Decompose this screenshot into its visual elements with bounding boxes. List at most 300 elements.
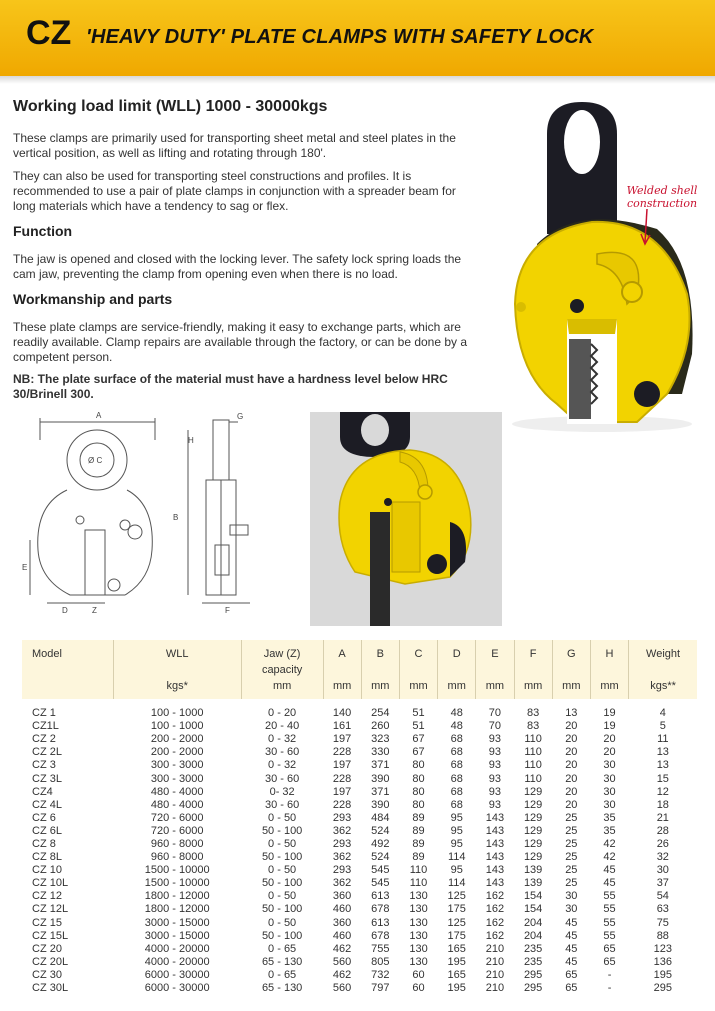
header-line: [438, 664, 475, 680]
table-cell: 0 - 50: [268, 864, 297, 877]
header-line: [32, 664, 113, 680]
table-cell: CZ 30L: [32, 982, 69, 995]
dim-label-b: B: [173, 513, 179, 522]
table-cell: 13: [656, 759, 669, 772]
table-cell: 95: [450, 864, 463, 877]
table-cell: 139: [523, 877, 543, 890]
header-line: Weight: [646, 648, 681, 660]
table-cell: 197: [332, 759, 352, 772]
table-cell: 1800 - 12000: [144, 903, 210, 916]
table-cell: 20: [603, 746, 616, 759]
table-cell: CZ 6: [32, 811, 56, 824]
table-cell: 5: [659, 720, 666, 733]
table-cell: 295: [523, 982, 543, 995]
table-cell: 4000 - 20000: [144, 942, 210, 955]
table-cell: 83: [526, 720, 540, 733]
table-cell: 25: [565, 837, 578, 850]
table-cell: 45: [565, 942, 578, 955]
table-cell: 19: [603, 707, 616, 720]
table-cell: 110: [524, 746, 542, 759]
table-header-cell: [323, 640, 361, 699]
table-row: [22, 838, 697, 851]
table-cell: 93: [488, 746, 502, 759]
table-cell: 143: [485, 864, 505, 877]
table-cell: 65 - 130: [261, 982, 303, 995]
table-cell: 480 - 4000: [150, 785, 204, 798]
table-cell: CZ 10: [32, 864, 62, 877]
table-cell: 154: [523, 903, 543, 916]
table-cell: 20: [565, 733, 578, 746]
table-cell: 30: [603, 772, 616, 785]
table-cell: 30: [603, 798, 616, 811]
table-cell: 20: [565, 759, 578, 772]
header-line: mm: [600, 680, 619, 692]
function-heading: Function: [13, 223, 73, 239]
table-cell: 65: [603, 955, 616, 968]
header-line: [553, 664, 590, 680]
table-cell: 93: [488, 759, 502, 772]
table-cell: 20: [565, 772, 578, 785]
header-line: [591, 664, 628, 680]
table-cell: 197: [332, 733, 352, 746]
table-cell: 11: [657, 733, 669, 746]
table-cell: CZ 10L: [32, 877, 69, 890]
table-cell: 13: [656, 746, 669, 759]
table-cell: 95: [450, 837, 463, 850]
table-cell: -: [607, 968, 612, 981]
table-cell: 95: [450, 824, 463, 837]
table-cell: 65: [565, 968, 578, 981]
table-cell: 300 - 3000: [150, 759, 204, 772]
table-row: [22, 699, 697, 720]
header-line: B: [376, 648, 384, 660]
table-cell: 20: [565, 746, 578, 759]
table-cell: 613: [371, 916, 390, 929]
table-cell: 732: [371, 968, 390, 981]
table-cell: 70: [488, 707, 502, 720]
table-cell: CZ 2L: [32, 746, 62, 759]
table-row: [22, 969, 697, 982]
table-cell: CZ 15L: [32, 929, 69, 942]
table-cell: 65: [565, 982, 578, 995]
table-row: [22, 786, 697, 799]
table-cell: 460: [332, 903, 352, 916]
table-cell: 175: [447, 929, 466, 942]
table-cell: 100 - 1000: [150, 720, 204, 733]
table-cell: 80: [412, 759, 425, 772]
table-cell: 89: [412, 811, 425, 824]
callout-line-1: Welded shell: [626, 184, 698, 197]
table-cell: 60: [412, 982, 425, 995]
table-cell: 45: [565, 955, 578, 968]
table-cell: 130: [409, 903, 428, 916]
table-cell: 114: [447, 877, 466, 890]
dim-label-a: A: [96, 411, 102, 420]
table-cell: 93: [488, 772, 502, 785]
specification-table: [22, 640, 697, 995]
table-cell: 30: [565, 903, 578, 916]
table-cell: 35: [603, 811, 616, 824]
table-cell: 89: [412, 824, 425, 837]
table-cell: 54: [656, 890, 669, 903]
dim-label-g: G: [237, 412, 244, 421]
table-cell: 524: [371, 851, 390, 864]
table-cell: 295: [523, 968, 543, 981]
dimension-drawing: [10, 410, 300, 625]
table-header-cell: [590, 640, 628, 699]
table-cell: 613: [371, 890, 390, 903]
table-cell: 80: [412, 772, 425, 785]
table-cell: CZ 3: [32, 759, 56, 772]
table-cell: 143: [485, 824, 505, 837]
table-cell: CZ 2: [32, 733, 56, 746]
welded-shell-callout: [612, 184, 712, 210]
table-cell: 0 - 20: [268, 707, 297, 720]
table-header-cell: [113, 640, 241, 699]
table-cell: CZ 12: [32, 890, 62, 903]
table-header-cell: [476, 640, 514, 699]
table-cell: 720 - 6000: [150, 824, 204, 837]
table-cell: 68: [450, 733, 463, 746]
table-cell: 330: [371, 746, 390, 759]
table-cell: CZ 8: [32, 837, 56, 850]
table-cell: 110: [409, 864, 428, 877]
table-cell: 1500 - 10000: [144, 864, 210, 877]
table-cell: 129: [523, 837, 543, 850]
table-cell: 560: [332, 955, 352, 968]
table-cell: 129: [523, 798, 543, 811]
table-row: [22, 772, 697, 785]
table-cell: 68: [450, 785, 463, 798]
table-cell: 140: [332, 707, 352, 720]
table-cell: 30: [656, 864, 669, 877]
table-cell: 162: [485, 929, 505, 942]
table-cell: 210: [485, 968, 505, 981]
table-cell: 110: [409, 877, 428, 890]
table-cell: 50 - 100: [261, 929, 303, 942]
table-cell: CZ 6L: [32, 824, 62, 837]
table-cell: 175: [447, 903, 466, 916]
table-cell: 50 - 100: [261, 824, 303, 837]
header-line: mm: [409, 680, 428, 692]
table-row: [22, 890, 697, 903]
page-banner: [0, 0, 715, 76]
table-cell: 136: [653, 955, 672, 968]
table-cell: 165: [447, 942, 466, 955]
header-line: mm: [371, 680, 390, 692]
table-row: [22, 956, 697, 969]
table-cell: 55: [603, 890, 616, 903]
table-cell: 6000 - 30000: [144, 968, 210, 981]
table-cell: 130: [409, 890, 428, 903]
table-cell: 4000 - 20000: [144, 955, 210, 968]
table-header-cell: [438, 640, 476, 699]
table-cell: 3000 - 15000: [144, 929, 210, 942]
table-cell: 0- 32: [269, 785, 295, 798]
table-cell: 293: [332, 811, 352, 824]
table-header-cell: [22, 640, 113, 699]
table-cell: 1800 - 12000: [144, 890, 210, 903]
table-cell: 45: [565, 916, 578, 929]
table-cell: 15: [656, 772, 669, 785]
callout-line-2: construction: [626, 197, 698, 210]
table-row: [22, 759, 697, 772]
header-line: [32, 680, 113, 696]
table-cell: 20: [565, 798, 578, 811]
table-cell: 50 - 100: [261, 877, 303, 890]
table-cell: 3000 - 15000: [144, 916, 210, 929]
table-row: [22, 982, 697, 995]
table-cell: 68: [450, 759, 463, 772]
table-cell: 25: [565, 877, 578, 890]
header-line: mm: [332, 680, 352, 692]
header-line: capacity: [261, 664, 303, 676]
table-cell: 143: [485, 877, 505, 890]
table-cell: 228: [332, 798, 352, 811]
table-cell: 26: [656, 837, 669, 850]
table-header-cell: [552, 640, 590, 699]
table-cell: 0 - 32: [268, 733, 297, 746]
header-line: mm: [562, 680, 581, 692]
table-cell: 323: [371, 733, 390, 746]
table-cell: CZ 4L: [32, 798, 62, 811]
table-cell: 35: [603, 824, 616, 837]
table-cell: 110: [524, 733, 542, 746]
table-cell: 360: [332, 916, 352, 929]
table-cell: 89: [412, 837, 425, 850]
table-cell: 20 - 40: [265, 720, 300, 733]
table-cell: 720 - 6000: [150, 811, 204, 824]
table-cell: 162: [485, 890, 505, 903]
table-cell: CZ4: [32, 785, 53, 798]
table-cell: 162: [485, 916, 505, 929]
table-cell: 492: [371, 837, 390, 850]
table-cell: 42: [603, 837, 616, 850]
table-cell: 60: [412, 968, 425, 981]
header-line: D: [452, 648, 461, 660]
table-cell: 129: [523, 851, 543, 864]
header-line: [400, 664, 437, 680]
table-cell: 20: [565, 785, 578, 798]
table-cell: 362: [332, 877, 352, 890]
dim-label-d: D: [62, 606, 68, 615]
table-cell: 462: [332, 942, 352, 955]
table-cell: 293: [332, 837, 352, 850]
table-cell: 19: [603, 720, 616, 733]
table-cell: 68: [450, 798, 463, 811]
table-cell: 45: [565, 929, 578, 942]
table-header-cell: [629, 640, 697, 699]
table-cell: 143: [485, 851, 505, 864]
table-cell: CZ 3L: [32, 772, 62, 785]
header-line: H: [605, 648, 614, 660]
table-cell: 371: [371, 785, 390, 798]
table-cell: 63: [656, 903, 669, 916]
table-cell: CZ 20: [32, 942, 62, 955]
table-cell: 30 - 60: [265, 772, 300, 785]
table-cell: 462: [332, 968, 352, 981]
table-row: [22, 825, 697, 838]
table-cell: 4: [659, 707, 666, 720]
header-line: [114, 664, 241, 680]
table-cell: 28: [656, 824, 669, 837]
table-row: [22, 943, 697, 956]
table-cell: 228: [332, 746, 352, 759]
header-line: [362, 664, 399, 680]
header-line: E: [491, 648, 499, 660]
table-cell: 25: [565, 864, 578, 877]
table-cell: 524: [371, 824, 390, 837]
intro-paragraph-2: They can also be used for transporting steel constructions and profiles. It is recommended to use a pair of plate clamps in conjunction with a spreader beam for long materials which have a tendency to sag or flex.: [13, 169, 456, 213]
table-header-cell: [399, 640, 437, 699]
table-cell: 6000 - 30000: [144, 982, 210, 995]
table-cell: 25: [565, 824, 578, 837]
table-cell: 195: [653, 968, 672, 981]
header-line: [324, 664, 361, 680]
wll-heading: Working load limit (WLL) 1000 - 30000kgs: [13, 98, 328, 115]
table-cell: 30 - 60: [265, 798, 300, 811]
table-cell: 67: [412, 733, 425, 746]
table-row: [22, 917, 697, 930]
table-cell: 93: [488, 733, 502, 746]
table-cell: 32: [656, 851, 669, 864]
dim-label-h: H: [188, 436, 194, 445]
header-line: kgs*: [166, 680, 188, 692]
table-cell: 805: [371, 955, 390, 968]
table-cell: CZ 20L: [32, 955, 69, 968]
table-cell: 210: [485, 982, 505, 995]
table-cell: 30: [603, 759, 616, 772]
header-line: mm: [523, 680, 543, 692]
table-cell: 130: [409, 929, 428, 942]
table-cell: 0 - 65: [268, 968, 297, 981]
table-cell: 390: [371, 772, 390, 785]
table-cell: 371: [371, 759, 390, 772]
table-cell: 25: [565, 851, 578, 864]
table-cell: 30: [603, 785, 616, 798]
table-cell: 162: [485, 903, 505, 916]
table-header-cell: [514, 640, 552, 699]
table-cell: 960 - 8000: [150, 837, 204, 850]
table-cell: 210: [485, 955, 505, 968]
table-cell: 195: [447, 955, 466, 968]
table-cell: 0 - 50: [268, 890, 297, 903]
table-cell: 480 - 4000: [150, 798, 204, 811]
table-cell: -: [607, 982, 612, 995]
table-cell: 50 - 100: [261, 851, 303, 864]
table-cell: 235: [523, 955, 543, 968]
table-cell: 0 - 32: [268, 759, 297, 772]
table-cell: 484: [371, 811, 390, 824]
table-row: [22, 864, 697, 877]
banner-shadow: [0, 76, 715, 84]
dim-label-f: F: [225, 606, 230, 615]
table-row: [22, 851, 697, 864]
table-cell: 678: [371, 903, 390, 916]
table-cell: 18: [656, 798, 669, 811]
table-cell: 755: [371, 942, 390, 955]
table-cell: 51: [412, 720, 425, 733]
table-cell: 110: [524, 772, 542, 785]
header-line: F: [529, 648, 537, 660]
table-cell: 295: [653, 982, 672, 995]
table-cell: 161: [332, 720, 352, 733]
table-cell: 25: [565, 811, 578, 824]
header-line: Model: [32, 648, 62, 660]
header-line: [629, 664, 697, 680]
table-cell: 204: [523, 929, 543, 942]
header-line: mm: [272, 680, 292, 692]
table-cell: CZ 30: [32, 968, 62, 981]
table-cell: 48: [450, 707, 463, 720]
clamp-photo-main: [497, 94, 707, 434]
table-cell: 100 - 1000: [150, 707, 204, 720]
table-row: [22, 733, 697, 746]
table-cell: 460: [332, 929, 352, 942]
table-cell: 50 - 100: [261, 903, 303, 916]
table-cell: 130: [409, 942, 428, 955]
header-line: mm: [447, 680, 466, 692]
table-cell: 68: [450, 746, 463, 759]
table-cell: CZ 1: [32, 707, 56, 720]
dim-label-e: E: [22, 563, 28, 572]
table-cell: 55: [603, 916, 616, 929]
table-cell: 114: [447, 851, 466, 864]
table-cell: 48: [450, 720, 463, 733]
table-cell: 21: [656, 811, 669, 824]
table-header-row: [22, 640, 697, 699]
table-cell: 143: [485, 837, 505, 850]
table-cell: 210: [485, 942, 505, 955]
table-row: [22, 746, 697, 759]
table-cell: 154: [523, 890, 543, 903]
table-cell: 130: [409, 955, 428, 968]
table-cell: 65 - 130: [261, 955, 303, 968]
table-cell: 130: [409, 916, 428, 929]
intro-paragraph-1: These clamps are primarily used for transporting sheet metal and steel plates in the vertical position, as well as lifting and rotating through 180'.: [13, 131, 456, 160]
header-line: mm: [485, 680, 505, 692]
table-cell: CZ1L: [32, 720, 59, 733]
table-cell: 1500 - 10000: [144, 877, 210, 890]
table-cell: 12: [656, 785, 669, 798]
banner-title: 'HEAVY DUTY' PLATE CLAMPS WITH SAFETY LOCK: [86, 26, 594, 48]
table-cell: 55: [603, 929, 616, 942]
table-cell: 143: [485, 811, 505, 824]
header-line: [476, 664, 513, 680]
table-cell: 42: [603, 851, 616, 864]
table-cell: CZ 8L: [32, 851, 62, 864]
table-cell: 68: [450, 772, 463, 785]
table-cell: 13: [565, 707, 578, 720]
table-cell: 65: [603, 942, 616, 955]
hardness-note: NB: The plate surface of the material must have a hardness level below HRC 30/Brinell 300.: [13, 372, 448, 401]
table-row: [22, 720, 697, 733]
table-cell: 20: [603, 733, 616, 746]
table-cell: 0 - 50: [268, 811, 297, 824]
table-cell: 67: [412, 746, 425, 759]
table-cell: 83: [526, 707, 540, 720]
table-cell: 129: [523, 824, 543, 837]
table-cell: 200 - 2000: [150, 733, 204, 746]
table-cell: 228: [332, 772, 352, 785]
table-cell: 80: [412, 785, 425, 798]
table-cell: 20: [565, 720, 578, 733]
table-cell: 51: [412, 707, 425, 720]
table-cell: 30: [565, 890, 578, 903]
table-cell: 95: [450, 811, 463, 824]
table-cell: 204: [523, 916, 543, 929]
table-cell: 560: [332, 982, 352, 995]
